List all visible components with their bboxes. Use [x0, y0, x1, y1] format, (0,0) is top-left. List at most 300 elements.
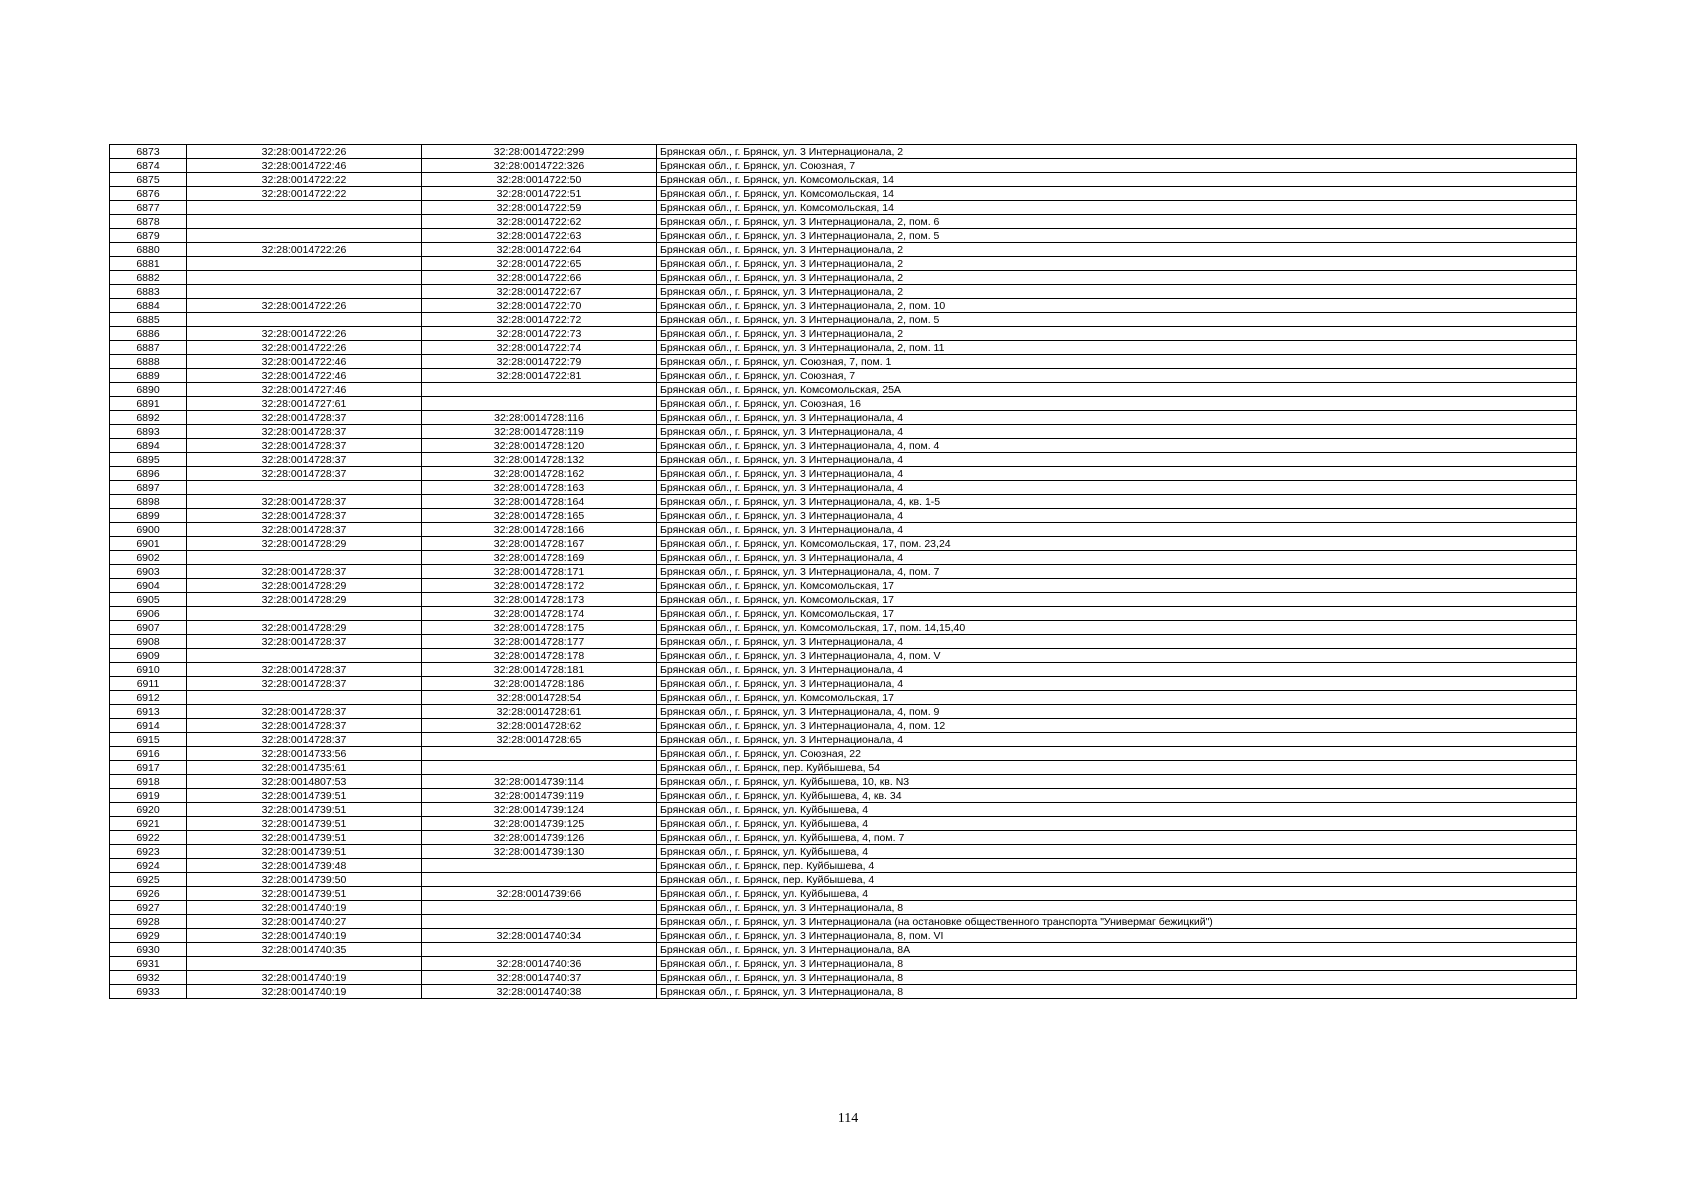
- table-row: [110, 719, 1577, 733]
- address-cell: Брянская обл., г. Брянск, ул. 3 Интернационала, 4: [657, 733, 1577, 747]
- parcel-number-cell: 32:28:0014727:61: [187, 397, 422, 411]
- row-number-cell: 6913: [110, 705, 187, 719]
- object-number-cell: 32:28:0014728:174: [422, 607, 657, 621]
- parcel-number-cell: [187, 607, 422, 621]
- address-cell: Брянская обл., г. Брянск, ул. 3 Интернационала, 2: [657, 285, 1577, 299]
- parcel-number-cell: 32:28:0014739:51: [187, 845, 422, 859]
- address-cell: Брянская обл., г. Брянск, ул. 3 Интернационала, 4: [657, 453, 1577, 467]
- parcel-number-cell: 32:28:0014739:51: [187, 817, 422, 831]
- table-row: [110, 691, 1577, 705]
- object-number-cell: 32:28:0014722:65: [422, 257, 657, 271]
- parcel-number-cell: [187, 201, 422, 215]
- object-number-cell: 32:28:0014740:36: [422, 957, 657, 971]
- row-number-cell: 6933: [110, 985, 187, 999]
- object-number-cell: 32:28:0014728:175: [422, 621, 657, 635]
- table-row: [110, 943, 1577, 957]
- row-number-cell: 6887: [110, 341, 187, 355]
- parcel-number-cell: 32:28:0014728:37: [187, 677, 422, 691]
- object-number-cell: 32:28:0014722:59: [422, 201, 657, 215]
- row-number-cell: 6876: [110, 187, 187, 201]
- table-row: [110, 887, 1577, 901]
- object-number-cell: 32:28:0014722:50: [422, 173, 657, 187]
- parcel-number-cell: 32:28:0014740:19: [187, 901, 422, 915]
- registry-table: [109, 144, 1577, 999]
- object-number-cell: 32:28:0014740:38: [422, 985, 657, 999]
- parcel-number-cell: 32:28:0014739:51: [187, 789, 422, 803]
- address-cell: Брянская обл., г. Брянск, ул. 3 Интернационала, 2: [657, 243, 1577, 257]
- row-number-cell: 6899: [110, 509, 187, 523]
- address-cell: Брянская обл., г. Брянск, ул. 3 Интернационала, 4: [657, 663, 1577, 677]
- row-number-cell: 6916: [110, 747, 187, 761]
- table-row: [110, 971, 1577, 985]
- table-row: [110, 201, 1577, 215]
- row-number-cell: 6882: [110, 271, 187, 285]
- parcel-number-cell: 32:28:0014728:37: [187, 733, 422, 747]
- address-cell: Брянская обл., г. Брянск, ул. 3 Интернационала, 4: [657, 425, 1577, 439]
- address-cell: Брянская обл., г. Брянск, ул. 3 Интернационала, 2: [657, 257, 1577, 271]
- address-cell: Брянская обл., г. Брянск, ул. 3 Интернационала, 4, пом. 4: [657, 439, 1577, 453]
- row-number-cell: 6930: [110, 943, 187, 957]
- parcel-number-cell: [187, 691, 422, 705]
- table-row: [110, 929, 1577, 943]
- row-number-cell: 6874: [110, 159, 187, 173]
- table-row: [110, 355, 1577, 369]
- table-row: [110, 509, 1577, 523]
- row-number-cell: 6920: [110, 803, 187, 817]
- parcel-number-cell: [187, 649, 422, 663]
- object-number-cell: 32:28:0014728:120: [422, 439, 657, 453]
- parcel-number-cell: 32:28:0014728:29: [187, 593, 422, 607]
- object-number-cell: 32:28:0014728:54: [422, 691, 657, 705]
- row-number-cell: 6900: [110, 523, 187, 537]
- parcel-number-cell: 32:28:0014740:27: [187, 915, 422, 929]
- parcel-number-cell: 32:28:0014733:56: [187, 747, 422, 761]
- object-number-cell: 32:28:0014722:81: [422, 369, 657, 383]
- address-cell: Брянская обл., г. Брянск, ул. 3 Интернационала, 2, пом. 6: [657, 215, 1577, 229]
- row-number-cell: 6883: [110, 285, 187, 299]
- parcel-number-cell: 32:28:0014740:19: [187, 971, 422, 985]
- row-number-cell: 6884: [110, 299, 187, 313]
- address-cell: Брянская обл., г. Брянск, ул. 3 Интернационала, 8: [657, 957, 1577, 971]
- address-cell: Брянская обл., г. Брянск, ул. Куйбышева, 4, пом. 7: [657, 831, 1577, 845]
- address-cell: Брянская обл., г. Брянск, ул. 3 Интернационала, 2, пом. 5: [657, 313, 1577, 327]
- address-cell: Брянская обл., г. Брянск, ул. Комсомольская, 14: [657, 173, 1577, 187]
- object-number-cell: 32:28:0014739:66: [422, 887, 657, 901]
- row-number-cell: 6877: [110, 201, 187, 215]
- table-row: [110, 733, 1577, 747]
- table-row: [110, 803, 1577, 817]
- table-row: [110, 817, 1577, 831]
- address-cell: Брянская обл., г. Брянск, ул. 3 Интернационала, 4: [657, 677, 1577, 691]
- object-number-cell: 32:28:0014728:172: [422, 579, 657, 593]
- table-row: [110, 537, 1577, 551]
- address-cell: Брянская обл., г. Брянск, ул. Союзная, 16: [657, 397, 1577, 411]
- address-cell: Брянская обл., г. Брянск, ул. 3 Интернационала, 8: [657, 971, 1577, 985]
- object-number-cell: [422, 859, 657, 873]
- parcel-number-cell: 32:28:0014722:46: [187, 159, 422, 173]
- address-cell: Брянская обл., г. Брянск, ул. 3 Интернационала (на остановке общественного транспорта "Универмаг бежицкий"): [657, 915, 1577, 929]
- row-number-cell: 6881: [110, 257, 187, 271]
- table-row: [110, 327, 1577, 341]
- parcel-number-cell: 32:28:0014740:19: [187, 985, 422, 999]
- address-cell: Брянская обл., г. Брянск, ул. 3 Интернационала, 2, пом. 10: [657, 299, 1577, 313]
- object-number-cell: 32:28:0014722:73: [422, 327, 657, 341]
- address-cell: Брянская обл., г. Брянск, ул. Союзная, 7: [657, 159, 1577, 173]
- row-number-cell: 6875: [110, 173, 187, 187]
- object-number-cell: 32:28:0014728:186: [422, 677, 657, 691]
- address-cell: Брянская обл., г. Брянск, ул. 3 Интернационала, 2: [657, 271, 1577, 285]
- object-number-cell: 32:28:0014722:62: [422, 215, 657, 229]
- row-number-cell: 6928: [110, 915, 187, 929]
- object-number-cell: 32:28:0014728:169: [422, 551, 657, 565]
- address-cell: Брянская обл., г. Брянск, ул. Комсомольская, 17: [657, 593, 1577, 607]
- row-number-cell: 6907: [110, 621, 187, 635]
- address-cell: Брянская обл., г. Брянск, ул. Куйбышева, 10, кв. N3: [657, 775, 1577, 789]
- row-number-cell: 6925: [110, 873, 187, 887]
- table-row: [110, 243, 1577, 257]
- address-cell: Брянская обл., г. Брянск, пер. Куйбышева, 4: [657, 873, 1577, 887]
- parcel-number-cell: 32:28:0014722:46: [187, 369, 422, 383]
- parcel-number-cell: 32:28:0014728:37: [187, 453, 422, 467]
- parcel-number-cell: [187, 257, 422, 271]
- address-cell: Брянская обл., г. Брянск, ул. Союзная, 22: [657, 747, 1577, 761]
- table-row: [110, 705, 1577, 719]
- parcel-number-cell: 32:28:0014739:50: [187, 873, 422, 887]
- row-number-cell: 6922: [110, 831, 187, 845]
- row-number-cell: 6879: [110, 229, 187, 243]
- table-row: [110, 551, 1577, 565]
- address-cell: Брянская обл., г. Брянск, ул. 3 Интернационала, 4: [657, 481, 1577, 495]
- parcel-number-cell: [187, 481, 422, 495]
- parcel-number-cell: 32:28:0014722:26: [187, 341, 422, 355]
- row-number-cell: 6897: [110, 481, 187, 495]
- parcel-number-cell: 32:28:0014727:46: [187, 383, 422, 397]
- row-number-cell: 6915: [110, 733, 187, 747]
- address-cell: Брянская обл., г. Брянск, ул. Комсомольская, 17, пом. 23,24: [657, 537, 1577, 551]
- parcel-number-cell: 32:28:0014728:29: [187, 621, 422, 635]
- row-number-cell: 6903: [110, 565, 187, 579]
- object-number-cell: 32:28:0014728:166: [422, 523, 657, 537]
- row-number-cell: 6904: [110, 579, 187, 593]
- address-cell: Брянская обл., г. Брянск, ул. Комсомольская, 17: [657, 607, 1577, 621]
- parcel-number-cell: [187, 313, 422, 327]
- object-number-cell: 32:28:0014722:63: [422, 229, 657, 243]
- address-cell: Брянская обл., г. Брянск, ул. Куйбышева, 4: [657, 803, 1577, 817]
- parcel-number-cell: [187, 229, 422, 243]
- object-number-cell: [422, 901, 657, 915]
- table-row: [110, 985, 1577, 999]
- object-number-cell: 32:28:0014728:132: [422, 453, 657, 467]
- address-cell: Брянская обл., г. Брянск, ул. 3 Интернационала, 4: [657, 467, 1577, 481]
- table-row: [110, 285, 1577, 299]
- parcel-number-cell: 32:28:0014722:22: [187, 187, 422, 201]
- row-number-cell: 6931: [110, 957, 187, 971]
- object-number-cell: [422, 383, 657, 397]
- table-row: [110, 747, 1577, 761]
- row-number-cell: 6878: [110, 215, 187, 229]
- page-number: 114: [837, 1111, 859, 1126]
- table-row: [110, 901, 1577, 915]
- parcel-number-cell: [187, 957, 422, 971]
- table-row: [110, 397, 1577, 411]
- table-row: [110, 229, 1577, 243]
- row-number-cell: 6886: [110, 327, 187, 341]
- address-cell: Брянская обл., г. Брянск, ул. Комсомольская, 25А: [657, 383, 1577, 397]
- row-number-cell: 6927: [110, 901, 187, 915]
- row-number-cell: 6919: [110, 789, 187, 803]
- table-row: [110, 439, 1577, 453]
- table-row: [110, 635, 1577, 649]
- object-number-cell: 32:28:0014722:72: [422, 313, 657, 327]
- parcel-number-cell: [187, 271, 422, 285]
- row-number-cell: 6932: [110, 971, 187, 985]
- row-number-cell: 6901: [110, 537, 187, 551]
- object-number-cell: 32:28:0014728:178: [422, 649, 657, 663]
- address-cell: Брянская обл., г. Брянск, ул. 3 Интернационала, 2, пом. 5: [657, 229, 1577, 243]
- parcel-number-cell: 32:28:0014728:37: [187, 705, 422, 719]
- object-number-cell: 32:28:0014740:37: [422, 971, 657, 985]
- row-number-cell: 6893: [110, 425, 187, 439]
- parcel-number-cell: 32:28:0014739:48: [187, 859, 422, 873]
- table-row: [110, 957, 1577, 971]
- object-number-cell: [422, 761, 657, 775]
- object-number-cell: 32:28:0014739:124: [422, 803, 657, 817]
- address-cell: Брянская обл., г. Брянск, ул. 3 Интернационала, 2, пом. 11: [657, 341, 1577, 355]
- parcel-number-cell: 32:28:0014728:29: [187, 579, 422, 593]
- object-number-cell: 32:28:0014722:51: [422, 187, 657, 201]
- table-row: [110, 915, 1577, 929]
- parcel-number-cell: 32:28:0014735:61: [187, 761, 422, 775]
- row-number-cell: 6885: [110, 313, 187, 327]
- row-number-cell: 6873: [110, 145, 187, 159]
- parcel-number-cell: 32:28:0014722:26: [187, 327, 422, 341]
- table-row: [110, 873, 1577, 887]
- address-cell: Брянская обл., г. Брянск, ул. 3 Интернационала, 2: [657, 327, 1577, 341]
- row-number-cell: 6911: [110, 677, 187, 691]
- parcel-number-cell: 32:28:0014722:26: [187, 299, 422, 313]
- table-row: [110, 761, 1577, 775]
- row-number-cell: 6923: [110, 845, 187, 859]
- address-cell: Брянская обл., г. Брянск, ул. 3 Интернационала, 8, пом. VI: [657, 929, 1577, 943]
- table-row: [110, 789, 1577, 803]
- object-number-cell: 32:28:0014728:62: [422, 719, 657, 733]
- object-number-cell: 32:28:0014739:125: [422, 817, 657, 831]
- row-number-cell: 6908: [110, 635, 187, 649]
- address-cell: Брянская обл., г. Брянск, ул. 3 Интернационала, 2: [657, 145, 1577, 159]
- row-number-cell: 6902: [110, 551, 187, 565]
- table-row: [110, 159, 1577, 173]
- row-number-cell: 6914: [110, 719, 187, 733]
- address-cell: Брянская обл., г. Брянск, ул. Куйбышева, 4: [657, 887, 1577, 901]
- parcel-number-cell: 32:28:0014739:51: [187, 803, 422, 817]
- row-number-cell: 6896: [110, 467, 187, 481]
- table-row: [110, 383, 1577, 397]
- object-number-cell: 32:28:0014728:181: [422, 663, 657, 677]
- row-number-cell: 6905: [110, 593, 187, 607]
- table-row: [110, 565, 1577, 579]
- parcel-number-cell: 32:28:0014728:37: [187, 663, 422, 677]
- address-cell: Брянская обл., г. Брянск, ул. Комсомольская, 17, пом. 14,15,40: [657, 621, 1577, 635]
- address-cell: Брянская обл., г. Брянск, ул. 3 Интернационала, 4, пом. 12: [657, 719, 1577, 733]
- address-cell: Брянская обл., г. Брянск, ул. 3 Интернационала, 4, кв. 1-5: [657, 495, 1577, 509]
- table-row: [110, 663, 1577, 677]
- table-row: [110, 425, 1577, 439]
- table-row: [110, 271, 1577, 285]
- object-number-cell: 32:28:0014728:177: [422, 635, 657, 649]
- object-number-cell: 32:28:0014728:171: [422, 565, 657, 579]
- address-cell: Брянская обл., г. Брянск, ул. Комсомольская, 17: [657, 579, 1577, 593]
- object-number-cell: 32:28:0014722:64: [422, 243, 657, 257]
- object-number-cell: 32:28:0014722:299: [422, 145, 657, 159]
- address-cell: Брянская обл., г. Брянск, ул. Комсомольская, 14: [657, 201, 1577, 215]
- address-cell: Брянская обл., г. Брянск, пер. Куйбышева, 4: [657, 859, 1577, 873]
- table-row: [110, 453, 1577, 467]
- address-cell: Брянская обл., г. Брянск, ул. 3 Интернационала, 4: [657, 635, 1577, 649]
- object-number-cell: 32:28:0014739:114: [422, 775, 657, 789]
- address-cell: Брянская обл., г. Брянск, пер. Куйбышева, 54: [657, 761, 1577, 775]
- table-row: [110, 831, 1577, 845]
- parcel-number-cell: 32:28:0014728:37: [187, 467, 422, 481]
- registry-table-body: [110, 145, 1577, 999]
- parcel-number-cell: 32:28:0014728:37: [187, 411, 422, 425]
- address-cell: Брянская обл., г. Брянск, ул. Союзная, 7: [657, 369, 1577, 383]
- object-number-cell: 32:28:0014740:34: [422, 929, 657, 943]
- address-cell: Брянская обл., г. Брянск, ул. 3 Интернационала, 4: [657, 551, 1577, 565]
- table-row: [110, 579, 1577, 593]
- table-row: [110, 369, 1577, 383]
- row-number-cell: 6918: [110, 775, 187, 789]
- table-row: [110, 173, 1577, 187]
- parcel-number-cell: [187, 551, 422, 565]
- table-row: [110, 257, 1577, 271]
- parcel-number-cell: 32:28:0014722:26: [187, 145, 422, 159]
- object-number-cell: 32:28:0014728:116: [422, 411, 657, 425]
- table-row: [110, 467, 1577, 481]
- row-number-cell: 6889: [110, 369, 187, 383]
- table-row: [110, 411, 1577, 425]
- address-cell: Брянская обл., г. Брянск, ул. Куйбышева, 4: [657, 817, 1577, 831]
- address-cell: Брянская обл., г. Брянск, ул. 3 Интернационала, 4: [657, 411, 1577, 425]
- object-number-cell: 32:28:0014728:119: [422, 425, 657, 439]
- object-number-cell: 32:28:0014728:163: [422, 481, 657, 495]
- address-cell: Брянская обл., г. Брянск, ул. Союзная, 7, пом. 1: [657, 355, 1577, 369]
- table-row: [110, 341, 1577, 355]
- address-cell: Брянская обл., г. Брянск, ул. 3 Интернационала, 4: [657, 523, 1577, 537]
- parcel-number-cell: 32:28:0014728:37: [187, 495, 422, 509]
- object-number-cell: 32:28:0014728:61: [422, 705, 657, 719]
- parcel-number-cell: 32:28:0014807:53: [187, 775, 422, 789]
- table-row: [110, 481, 1577, 495]
- table-row: [110, 677, 1577, 691]
- table-row: [110, 775, 1577, 789]
- object-number-cell: 32:28:0014722:67: [422, 285, 657, 299]
- object-number-cell: 32:28:0014739:126: [422, 831, 657, 845]
- parcel-number-cell: 32:28:0014728:37: [187, 509, 422, 523]
- row-number-cell: 6888: [110, 355, 187, 369]
- object-number-cell: [422, 397, 657, 411]
- object-number-cell: 32:28:0014728:165: [422, 509, 657, 523]
- address-cell: Брянская обл., г. Брянск, ул. 3 Интернационала, 8А: [657, 943, 1577, 957]
- parcel-number-cell: 32:28:0014722:26: [187, 243, 422, 257]
- row-number-cell: 6898: [110, 495, 187, 509]
- parcel-number-cell: 32:28:0014728:29: [187, 537, 422, 551]
- object-number-cell: 32:28:0014722:79: [422, 355, 657, 369]
- parcel-number-cell: 32:28:0014728:37: [187, 439, 422, 453]
- object-number-cell: [422, 915, 657, 929]
- address-cell: Брянская обл., г. Брянск, ул. 3 Интернационала, 4, пом. 7: [657, 565, 1577, 579]
- address-cell: Брянская обл., г. Брянск, ул. 3 Интернационала, 4, пом. 9: [657, 705, 1577, 719]
- object-number-cell: 32:28:0014722:66: [422, 271, 657, 285]
- parcel-number-cell: 32:28:0014739:51: [187, 887, 422, 901]
- parcel-number-cell: 32:28:0014728:37: [187, 719, 422, 733]
- parcel-number-cell: 32:28:0014728:37: [187, 425, 422, 439]
- table-row: [110, 593, 1577, 607]
- row-number-cell: 6906: [110, 607, 187, 621]
- address-cell: Брянская обл., г. Брянск, ул. Куйбышева, 4: [657, 845, 1577, 859]
- parcel-number-cell: 32:28:0014728:37: [187, 565, 422, 579]
- object-number-cell: 32:28:0014728:167: [422, 537, 657, 551]
- table-row: [110, 859, 1577, 873]
- table-row: [110, 621, 1577, 635]
- row-number-cell: 6909: [110, 649, 187, 663]
- row-number-cell: 6917: [110, 761, 187, 775]
- object-number-cell: 32:28:0014739:130: [422, 845, 657, 859]
- object-number-cell: [422, 943, 657, 957]
- row-number-cell: 6929: [110, 929, 187, 943]
- row-number-cell: 6926: [110, 887, 187, 901]
- row-number-cell: 6921: [110, 817, 187, 831]
- table-row: [110, 495, 1577, 509]
- address-cell: Брянская обл., г. Брянск, ул. Комсомольская, 17: [657, 691, 1577, 705]
- row-number-cell: 6895: [110, 453, 187, 467]
- row-number-cell: 6912: [110, 691, 187, 705]
- address-cell: Брянская обл., г. Брянск, ул. 3 Интернационала, 4, пом. V: [657, 649, 1577, 663]
- object-number-cell: 32:28:0014728:162: [422, 467, 657, 481]
- object-number-cell: 32:28:0014722:70: [422, 299, 657, 313]
- row-number-cell: 6910: [110, 663, 187, 677]
- table-row: [110, 845, 1577, 859]
- address-cell: Брянская обл., г. Брянск, ул. Комсомольская, 14: [657, 187, 1577, 201]
- table-row: [110, 607, 1577, 621]
- parcel-number-cell: [187, 215, 422, 229]
- object-number-cell: 32:28:0014728:173: [422, 593, 657, 607]
- address-cell: Брянская обл., г. Брянск, ул. 3 Интернационала, 4: [657, 509, 1577, 523]
- address-cell: Брянская обл., г. Брянск, ул. 3 Интернационала, 8: [657, 901, 1577, 915]
- parcel-number-cell: 32:28:0014740:35: [187, 943, 422, 957]
- table-row: [110, 313, 1577, 327]
- row-number-cell: 6890: [110, 383, 187, 397]
- row-number-cell: 6892: [110, 411, 187, 425]
- table-row: [110, 215, 1577, 229]
- object-number-cell: 32:28:0014722:74: [422, 341, 657, 355]
- parcel-number-cell: 32:28:0014739:51: [187, 831, 422, 845]
- row-number-cell: 6891: [110, 397, 187, 411]
- address-cell: Брянская обл., г. Брянск, ул. Куйбышева, 4, кв. 34: [657, 789, 1577, 803]
- object-number-cell: 32:28:0014722:326: [422, 159, 657, 173]
- table-row: [110, 187, 1577, 201]
- address-cell: Брянская обл., г. Брянск, ул. 3 Интернационала, 8: [657, 985, 1577, 999]
- object-number-cell: [422, 747, 657, 761]
- object-number-cell: 32:28:0014728:164: [422, 495, 657, 509]
- parcel-number-cell: [187, 285, 422, 299]
- parcel-number-cell: 32:28:0014722:46: [187, 355, 422, 369]
- parcel-number-cell: 32:28:0014722:22: [187, 173, 422, 187]
- parcel-number-cell: 32:28:0014728:37: [187, 523, 422, 537]
- row-number-cell: 6924: [110, 859, 187, 873]
- object-number-cell: 32:28:0014728:65: [422, 733, 657, 747]
- table-row: [110, 299, 1577, 313]
- object-number-cell: [422, 873, 657, 887]
